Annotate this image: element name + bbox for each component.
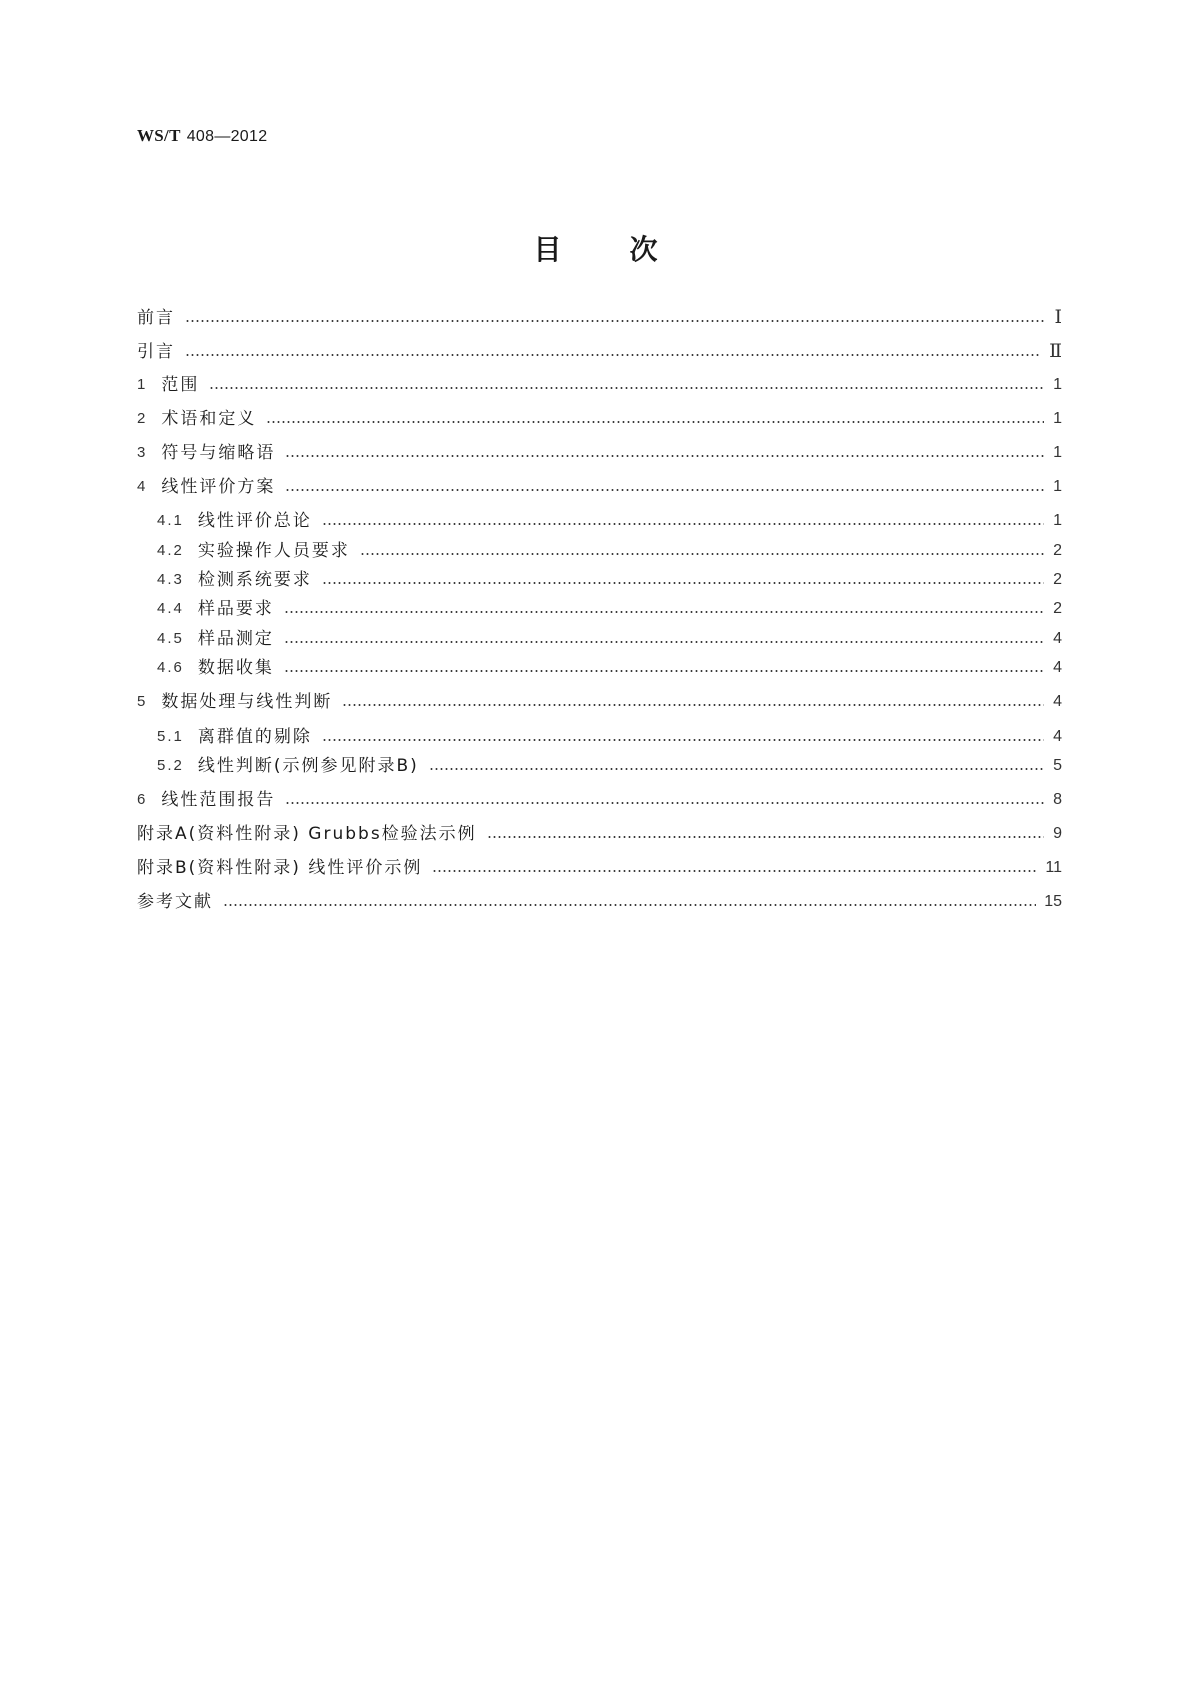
dot-leader [284,670,1044,672]
title-char-1: 目 [533,233,562,266]
dot-leader [342,704,1044,706]
toc-entry-text: 术语和定义 [161,409,257,429]
toc-entry-appendix-b[interactable] [137,856,1062,880]
toc-section-number: 4.1 [157,512,184,529]
toc-entry-text: 附录B(资料性附录) 线性评价示例 [137,858,423,878]
toc-page-number: 1 [1053,444,1062,461]
toc-page-number: 1 [1053,376,1062,393]
table-of-contents [137,0,1062,1000]
dot-leader [432,870,1037,872]
toc-section-number: 4.5 [157,630,184,647]
toc-section-number: 5.2 [157,757,184,774]
toc-entry-text: 引言 [137,342,175,362]
title-char-2: 次 [629,233,658,266]
toc-page-number: 11 [1045,859,1062,876]
standard-year: 408—2012 [186,128,268,145]
toc-page-number: 4 [1053,728,1062,745]
toc-section-number: 4.6 [157,659,184,676]
toc-page-number: 4 [1053,659,1062,676]
toc-page-number: 2 [1053,600,1062,617]
toc-page-number: 4 [1053,693,1062,710]
toc-section-number: 5 [137,693,148,710]
dot-leader [284,611,1044,613]
toc-entry-text: 线性评价总论 [197,511,312,531]
toc-entry-introduction[interactable] [137,340,1062,364]
toc-section-number: 5.1 [157,728,184,745]
toc-entry-1[interactable] [137,373,1062,397]
toc-section-number: 2 [137,410,148,427]
dot-leader [487,836,1044,838]
toc-entry-text: 符号与缩略语 [161,443,276,463]
toc-section-number: 6 [137,791,148,808]
dot-leader [360,553,1044,555]
dot-leader [285,489,1044,491]
dot-leader [209,387,1044,389]
dot-leader [185,320,1044,322]
toc-entry-text: 数据处理与线性判断 [161,692,333,712]
toc-entry-foreword[interactable] [137,306,1062,330]
toc-section-number: 3 [137,444,148,461]
toc-section-number: 4.4 [157,600,184,617]
dot-leader [322,582,1044,584]
toc-entry-text: 范围 [161,375,200,395]
toc-page-number: 2 [1053,542,1062,559]
toc-entry-4-5[interactable] [157,627,1062,651]
dot-leader [223,904,1036,906]
toc-entry-text: 检测系统要求 [197,570,312,590]
toc-page-number: 2 [1053,571,1062,588]
toc-entry-text: 实验操作人员要求 [197,541,350,561]
toc-entry-4-3[interactable] [157,568,1062,592]
toc-page-number: 5 [1053,757,1062,774]
toc-section-number: 4 [137,478,148,495]
toc-page-number: 15 [1044,893,1062,910]
toc-entry-4-4[interactable] [157,597,1062,621]
dot-leader [284,641,1044,643]
dot-leader [285,802,1044,804]
toc-entry-4-2[interactable] [157,539,1062,563]
toc-section-number: 1 [137,376,148,393]
toc-entry-4-1[interactable] [157,509,1062,533]
toc-page-number: 1 [1053,410,1062,427]
toc-entry-text: 参考文献 [137,892,213,912]
toc-entry-5[interactable] [137,690,1062,714]
toc-page-number: 1 [1053,512,1062,529]
dot-leader [322,523,1044,525]
toc-entry-2[interactable] [137,407,1062,431]
toc-entry-5-2[interactable] [157,754,1062,778]
toc-page-number: 4 [1053,630,1062,647]
toc-entry-4[interactable] [137,475,1062,499]
dot-leader [285,455,1044,457]
toc-section-number: 4.2 [157,542,184,559]
toc-entry-appendix-a[interactable] [137,822,1062,846]
toc-entry-text: 数据收集 [197,658,274,678]
toc-entry-text: 样品要求 [197,599,274,619]
toc-entry-text: 样品测定 [197,629,274,649]
dot-leader [322,739,1044,741]
toc-page-number: 8 [1053,791,1062,808]
toc-entry-5-1[interactable] [157,725,1062,749]
toc-section-number: 4.3 [157,571,184,588]
toc-page-number: 1 [1053,478,1062,495]
dot-leader [185,354,1041,356]
toc-page-number: Ⅱ [1049,341,1062,362]
toc-page-number: Ⅰ [1054,307,1062,328]
toc-entry-text: 线性判断(示例参见附录B) [197,756,419,776]
toc-entry-3[interactable] [137,441,1062,465]
dot-leader [266,421,1044,423]
toc-entry-text: 离群值的剔除 [197,727,312,747]
toc-entry-text: 线性评价方案 [161,477,276,497]
toc-page-number: 9 [1053,825,1062,842]
dot-leader [429,768,1044,770]
toc-entry-text: 线性范围报告 [161,790,276,810]
toc-entry-4-6[interactable] [157,656,1062,680]
toc-entry-text: 附录A(资料性附录) Grubbs检验法示例 [137,824,477,844]
toc-entry-text: 前言 [137,308,175,328]
toc-entry-6[interactable] [137,788,1062,812]
toc-entry-references[interactable] [137,890,1062,914]
standard-code: WS/T [137,126,181,145]
